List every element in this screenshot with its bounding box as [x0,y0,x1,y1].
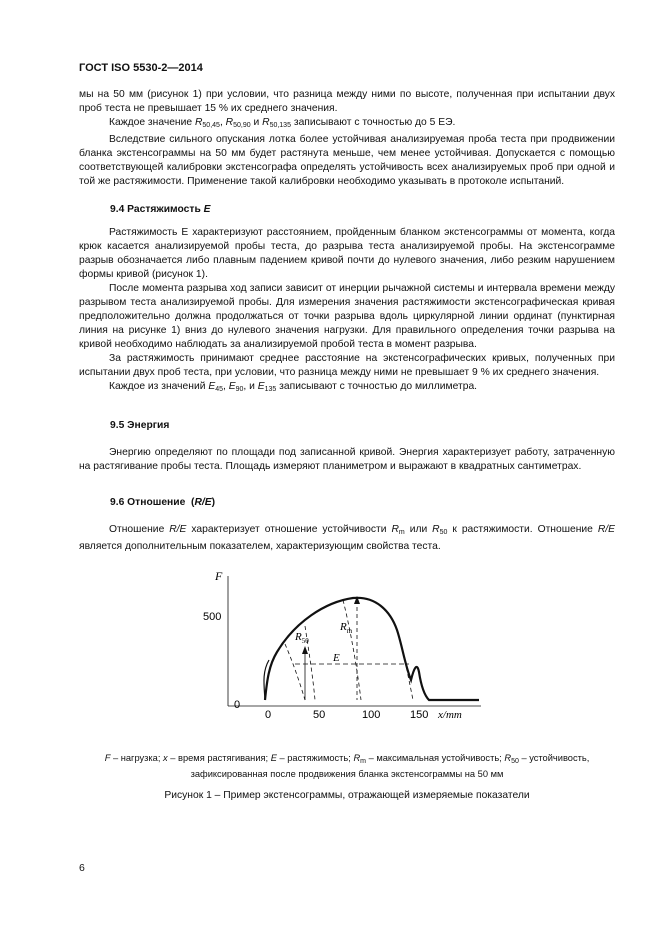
x-tick-100: 100 [362,709,381,721]
paragraph-ratio: Отношение R/E характеризует отношение устойчивости $R_m$ или $R_{50}$ к растяжимости. Отношение R/E является дополнительным показателем, характеризующим свойства теста. [79,524,615,552]
figure-legend: F – нагрузка; x – время растягивания; E – растяжимость; $R_m$ – максимальная устойчивость; $R_{50}$ – устойчивость, зафиксированная после продвижения бланка экстенсограммы на 50 мм [104,753,590,779]
symbol-e135: E [257,381,265,392]
figure-caption: Рисунок 1 – Пример экстенсограммы, отражающей измеряемые показатели [164,790,530,801]
section-9-4-body [79,226,615,397]
paragraph-prefix: Каждое из значений [109,381,209,392]
paragraph-extensibility-def: Растяжимость E характеризуют расстоянием, пройденным бланком экстенсограммы от момента, когда крюк касается анализируемой пробы теста, до разрыва теста анализируемой пробы. На экстенсограмме разрыв обозначается либо плавным падением кривой почти до нулевого значения, либо резким нарушением формы кривой (рисунок 1). [79,227,615,280]
paragraph-r50-values: Каждое значение $R_{50,45}$, $R_{50,90}$ и $R_{50,135}$ записывают с точностью до 5 ЕЭ. [109,117,456,129]
paragraph-e-values: Каждое из значений $E_{45}$, $E_{90}$, и $E_{135}$ записывают с точностью до миллиметра. [109,381,478,393]
extensogram-curve [265,598,479,700]
paragraph-mean-distance: За растяжимость принимают среднее расстояние на экстенсографических кривых, полученных при испытании двух проб теста, при условии, что разница между ними не превышает 9 % их среднего значения. [79,353,615,378]
section-9-5-body [79,446,615,474]
extensogram-figure [203,560,495,725]
y-axis-label: F [215,569,223,583]
section-9-6-body [79,523,615,554]
section-heading-9-4: 9.4 Растяжимость E [110,204,211,215]
paragraph-continuation [79,88,615,189]
label-r50: $R_{50}$ [295,631,309,645]
symbol-r50-135: R [262,117,270,128]
label-e: E [333,652,340,664]
paragraph-calibration: Вследствие сильного опускания лотка более устойчивая анализируемая проба теста при продвижении бланка экстенсограммы на 50 мм будет растянута меньше, чем менее устойчивая. Допускается с помощью соответствующей калибровки экстенсографа определять устойчивость всех анализируемых проб при одной и той же растяжимости. Применение такой калибровки необходимо указывать в протоколе испытаний. [79,134,615,187]
x-tick-150: 150 [410,709,429,721]
y-tick-500: 500 [203,611,222,623]
label-rm: $R_m$ [340,621,353,635]
paragraph-text: мы на 50 мм (рисунок 1) при условии, что разница между ними по высоте, полученная при испытании двух проб теста не превышает 15 % их среднего значения. [79,89,615,114]
paragraph-prefix: Каждое значение [109,117,195,128]
symbol-e45: E [208,381,216,392]
document-header: ГОСТ ISO 5530-2—2014 [79,62,203,74]
page-number: 6 [79,862,85,874]
x-tick-0: 0 [265,709,272,721]
symbol-e90: E [228,381,236,392]
paragraph-break-point: После момента разрыва ход записи зависит от инерции рычажной системы и интервала времени между разрывом теста анализируемой пробы. Для измерения значения растяжимости экстенсографическая кривая предположительно должна продолжаться от точки разрыва вдоль циркулярной линии ординат (пунктирная линия на рисунке 1) вниз до нулевого значения нагрузки. Для правильного определения точки разрыва на кривой необходимо наблюдать за анализируемой пробой теста в момент разрыва. [79,283,615,350]
paragraph-suffix: записывают с точностью до 5 ЕЭ. [290,117,456,128]
paragraph-energy: Энергию определяют по площади под записанной кривой. Энергия характеризует работу, затраченную на растягивание пробы теста. Площадь измеряют планиметром и выражают в квадратных сантиметрах. [79,447,615,472]
symbol-r50-45: R [194,117,203,128]
section-heading-9-6: 9.6 Отношение (R/E) [110,497,216,508]
x-tick-50: 50 [313,709,326,721]
x-axis-label: x/mm [438,709,462,721]
paragraph-suffix: записывают с точностью до миллиметра. [276,381,478,392]
y-tick-0: 0 [234,699,241,711]
symbol-r50-90: R [225,117,234,128]
section-heading-9-5: 9.5 Энергия [110,420,170,431]
